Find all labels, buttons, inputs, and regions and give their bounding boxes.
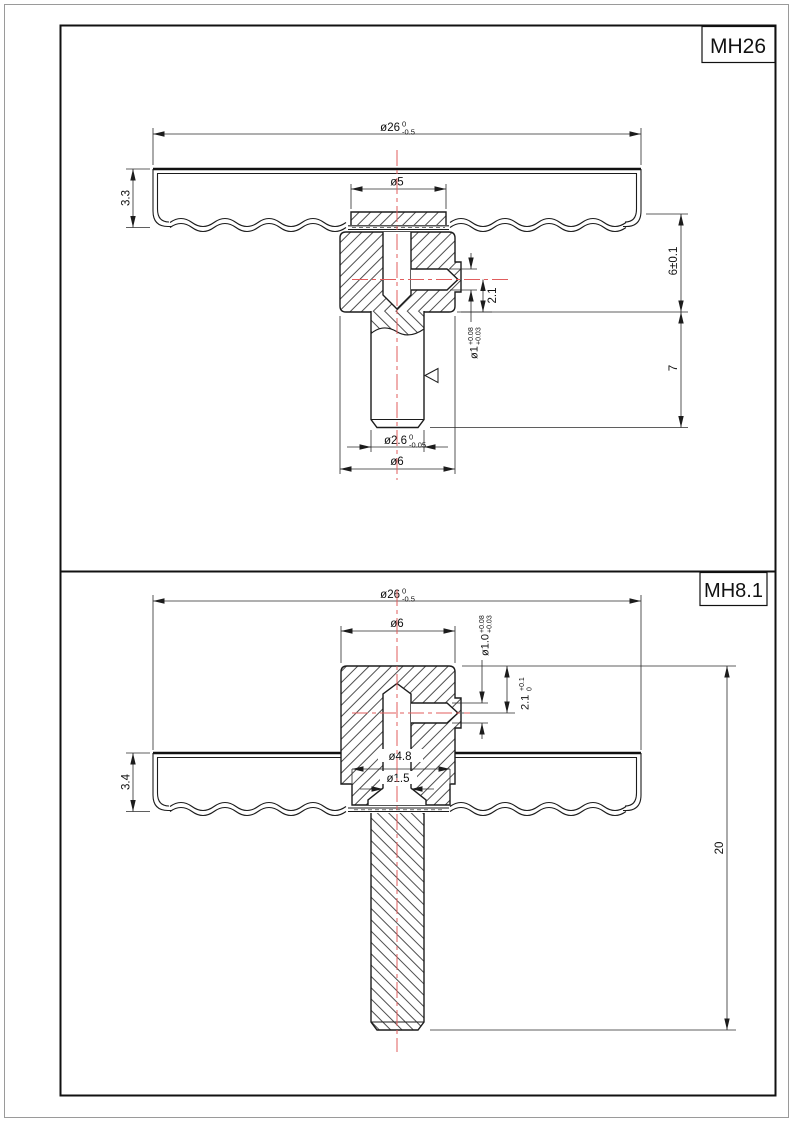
dim-tol-upper: 0 xyxy=(402,586,407,596)
dim-value: ø1.5 xyxy=(386,773,410,785)
dim-value: ø6 xyxy=(390,618,404,630)
dim-hole-depth-mh26 xyxy=(457,280,499,313)
dim-value: 3.3 xyxy=(120,190,133,206)
surface-finish-icon xyxy=(425,369,438,383)
dim-value: ø1 xyxy=(468,346,481,359)
dim-tol-upper: +0.08 xyxy=(479,615,486,633)
dim-tol-lower: -0.5 xyxy=(402,594,415,604)
view-label-box-mh26 xyxy=(702,27,775,63)
dim-flange-depth-mh26 xyxy=(121,169,151,228)
dim-tol-lower: -0.05 xyxy=(409,440,427,450)
stem-section-mh26 xyxy=(371,311,438,428)
dim-tol-lower: +0.03 xyxy=(486,615,494,633)
view-label-mh81: MH8.1 xyxy=(704,580,763,602)
dim-value: 2.1 xyxy=(519,694,532,710)
dim-value: ø5 xyxy=(390,176,404,189)
boss-section-mh26 xyxy=(351,212,446,225)
dim-tol-upper: +0.08 xyxy=(468,327,475,345)
dim-flange-depth-mh81 xyxy=(121,753,151,812)
dim-tol-lower: -0.5 xyxy=(402,127,415,137)
dim-value: ø2.6 xyxy=(383,435,407,447)
dim-value: ø26 xyxy=(380,122,400,134)
hub-section-mh26 xyxy=(340,232,461,312)
view-label-box-mh81 xyxy=(700,573,767,606)
dim-value: 7 xyxy=(668,364,680,372)
dim-value: 20 xyxy=(714,841,726,855)
dim-tol-lower: 0 xyxy=(526,687,534,691)
dim-tol-upper: +0.1 xyxy=(519,677,526,691)
dim-value: ø4.8 xyxy=(388,751,412,763)
dim-tol-upper: 0 xyxy=(402,119,407,129)
dim-value: 2.1 xyxy=(487,287,499,304)
view-mh26 xyxy=(121,27,776,481)
dim-value: ø6 xyxy=(390,456,404,468)
dim-hub-diameter-mh81 xyxy=(341,618,455,663)
dim-tol-lower: +0.03 xyxy=(475,327,483,345)
dim-value: 6±0.1 xyxy=(668,246,680,276)
dim-value: ø26 xyxy=(380,589,400,601)
dim-value: ø1.0 xyxy=(479,633,492,656)
dim-value: 3.4 xyxy=(120,774,133,790)
dim-tol-upper: 0 xyxy=(409,432,414,442)
dim-boss-diameter-mh26 xyxy=(351,177,446,210)
dim-hole-offset-mh81 xyxy=(462,666,534,713)
view-mh81 xyxy=(121,573,768,1053)
dim-stem-length-mh81 xyxy=(430,666,736,1030)
view-label-mh26: MH26 xyxy=(709,35,767,58)
